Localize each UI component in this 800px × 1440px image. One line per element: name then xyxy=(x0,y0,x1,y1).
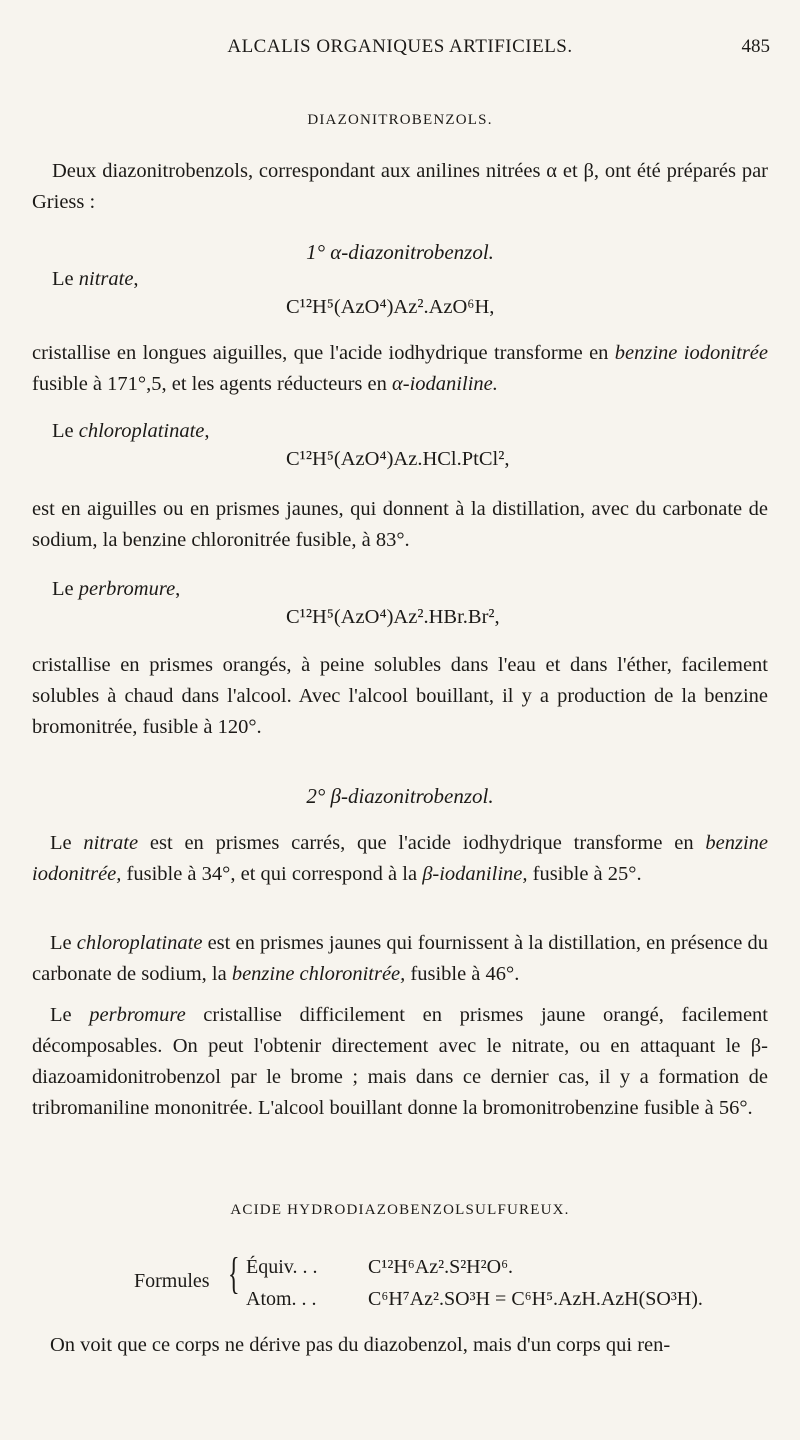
text-run: Le xyxy=(50,1004,90,1026)
section-heading: DIAZONITROBENZOLS. xyxy=(307,112,493,128)
text-run-italic: nitrate xyxy=(83,832,139,854)
chloroplatinate-formula: C¹²H⁵(AzO⁴)Az.HCl.PtCl², xyxy=(286,448,510,470)
text-run-italic: benzine iodonitrée xyxy=(614,342,769,364)
text-run: Le xyxy=(50,832,84,854)
text-run: Le xyxy=(50,932,77,954)
label-post: , xyxy=(133,268,139,290)
beta-chloroplatinate-paragraph xyxy=(32,928,768,990)
perbromure-formula: C¹²H⁵(AzO⁴)Az².HBr.Br², xyxy=(286,606,500,628)
label-italic: perbromure xyxy=(78,578,176,600)
text-run: fusible à 171°,5, et les agents réducteurs en xyxy=(32,373,393,395)
text-run-italic: chloroplatinate xyxy=(76,932,203,954)
text-run-italic: α-iodaniline. xyxy=(392,373,498,395)
text-run-italic: perbromure xyxy=(89,1004,186,1026)
text-run: est en prismes carrés, que l'acide iodhydrique transforme en xyxy=(138,832,706,854)
text-run-italic: benzine chloronitrée, xyxy=(231,963,406,985)
running-header xyxy=(0,36,800,60)
label-pre: Le xyxy=(52,268,79,290)
running-title: ALCALIS ORGANIQUES ARTIFICIELS. xyxy=(227,36,573,57)
chloroplatinate-label xyxy=(52,420,210,443)
label-italic: chloroplatinate xyxy=(78,420,205,442)
text-run: fusible à 46°. xyxy=(405,963,520,985)
nitrate-label xyxy=(52,268,139,291)
text-run: cristallise en longues aiguilles, que l'acide iodhydrique transforme en xyxy=(32,342,615,364)
atom-formula: C⁶H⁷Az².SO³H = C⁶H⁵.AzH.AzH(SO³H). xyxy=(368,1288,703,1310)
label-pre: Le xyxy=(52,578,79,600)
perbromure-label xyxy=(52,578,180,601)
text-run: cristallise difficilement en prismes jaune orangé, facilement décomposables. On peut l'obtenir directement avec le nitrate, ou en attaquant le β-diazoamidonitrobenzol par le brome ; mais dans ce dernier cas, il y a formation de tribromaniline mononitrée. L'alcool bouillant donne la bromonitrobenzine fusible à 56°. xyxy=(32,1004,768,1119)
text-run: est en prismes jaunes qui fournissent à la distillation, en présence du carbonate de sodium, la xyxy=(32,932,769,985)
alpha-chloroplatinate-paragraph: est en aiguilles ou en prismes jaunes, qui donnent à la distillation, avec du carbonate de sodium, la benzine chloronitrée fusible, à 83°. xyxy=(32,498,768,551)
nitrate-formula: C¹²H⁵(AzO⁴)Az².AzO⁶H, xyxy=(286,296,495,318)
text-run: fusible à 34°, et qui correspond à la xyxy=(121,863,423,885)
text-run: fusible à 25°. xyxy=(527,863,642,885)
alpha-perbromure-paragraph: cristallise en prismes orangés, à peine solubles dans l'eau et dans l'éther, facilement solubles à chaud dans l'alcool. Avec l'alcool bouillant, il y a production de la benzine bromonitrée, fusible à 120°. xyxy=(32,654,768,738)
label-post: , xyxy=(204,420,210,442)
formules-label: Formules xyxy=(134,1270,210,1292)
beta-subheading: 2° β-diazonitrobenzol. xyxy=(306,784,494,808)
label-pre: Le xyxy=(52,420,79,442)
alpha-nitrate-paragraph xyxy=(32,338,768,400)
atom-label: Atom. . . xyxy=(246,1288,317,1310)
section-heading: ACIDE HYDRODIAZOBENZOLSULFUREUX. xyxy=(230,1202,570,1218)
equiv-formula: C¹²H⁶Az².S²H²O⁶. xyxy=(368,1256,514,1278)
beta-nitrate-paragraph xyxy=(32,828,768,890)
closing-paragraph: On voit que ce corps ne dérive pas du diazobenzol, mais d'un corps qui ren- xyxy=(50,1334,671,1356)
label-italic: nitrate xyxy=(78,268,134,290)
beta-perbromure-paragraph xyxy=(32,1000,768,1124)
brace-icon: { xyxy=(228,1249,240,1298)
label-post: , xyxy=(175,578,181,600)
equiv-label: Équiv. . . xyxy=(246,1256,318,1278)
page-number: 485 xyxy=(741,36,770,57)
alpha-subheading: 1° α-diazonitrobenzol. xyxy=(306,240,494,264)
text-run-italic: β-iodaniline, xyxy=(422,863,528,885)
text-run-italic: benzine iodonitrée, xyxy=(32,832,769,885)
intro-paragraph: Deux diazonitrobenzols, correspondant aux anilines nitrées α et β, ont été préparés par Griess : xyxy=(32,160,768,213)
